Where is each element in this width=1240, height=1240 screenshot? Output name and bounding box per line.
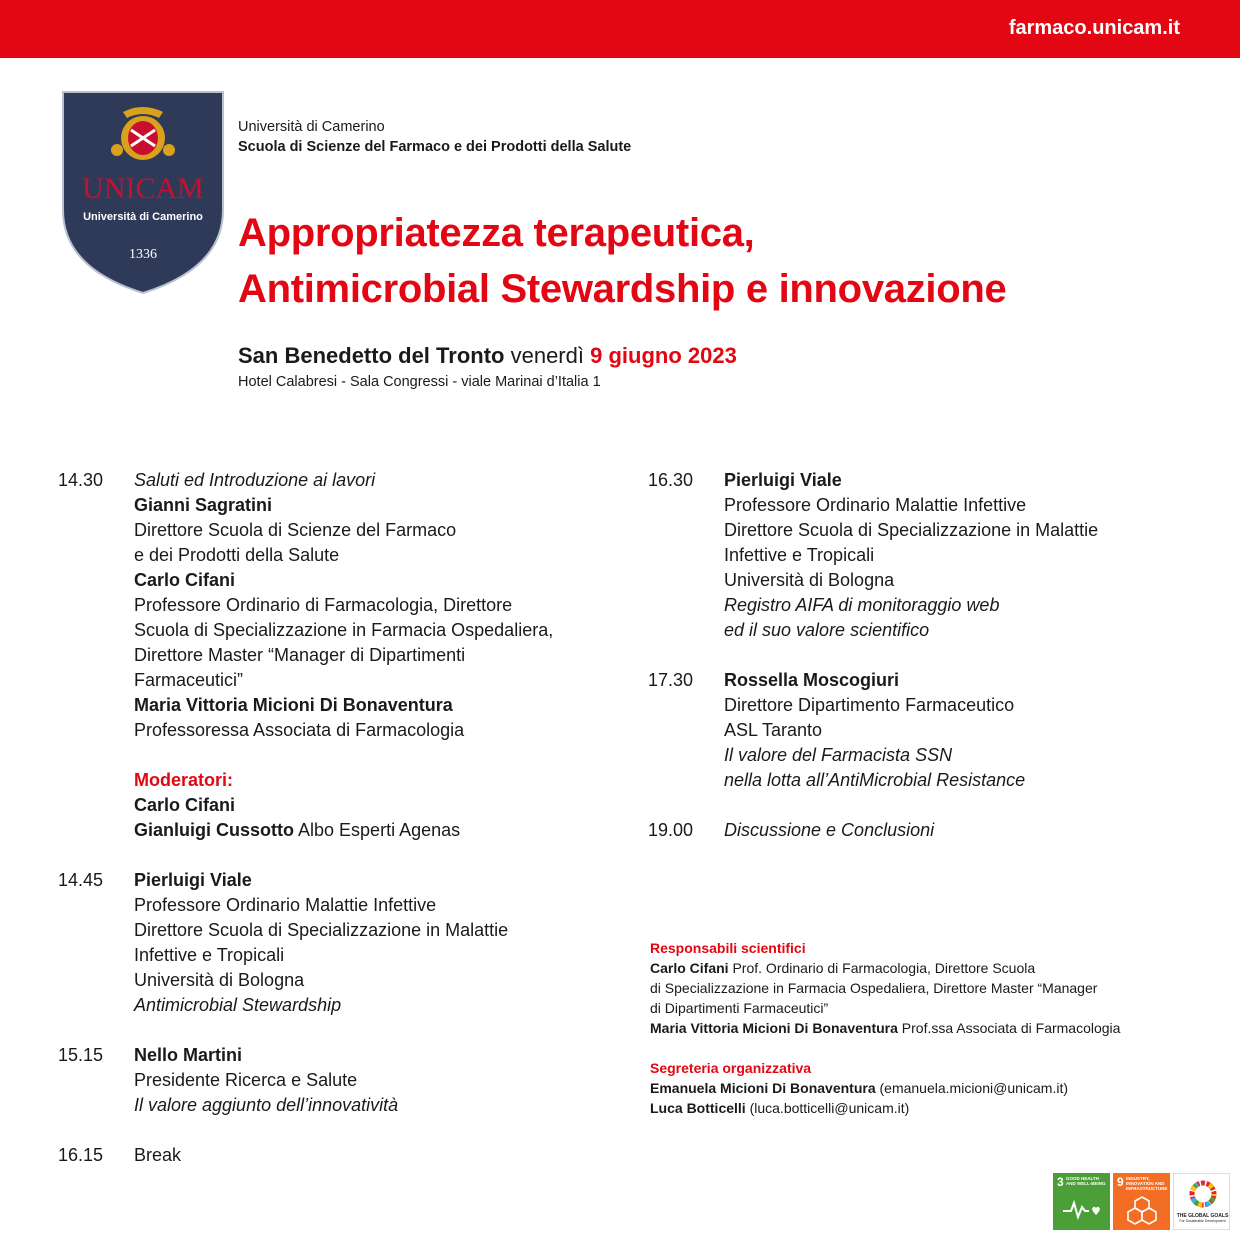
venue-line (238, 341, 737, 371)
speaker-role: Università di Bologna (724, 570, 895, 590)
speaker-role: Direttore Scuola di Scienze del Farmaco (134, 520, 457, 540)
venue-day: venerdì (510, 343, 584, 368)
slot-time: 19.00 (648, 820, 694, 840)
global-goals-label (1176, 1214, 1229, 1224)
moderator-name: Carlo Cifani (134, 795, 236, 815)
logo-subtitle: Università di Camerino (83, 211, 203, 223)
program-slot (58, 1143, 618, 1168)
speaker-role: Professore Ordinario Malattie Infettive (724, 495, 1027, 515)
sdg-number: 3 (1057, 1175, 1064, 1189)
speaker-role: Direttore Master “Manager di Dipartimenti (134, 645, 466, 665)
scientific-role: di Specializzazione in Farmacia Ospedaliera, Direttore Master “Manager (650, 980, 1098, 996)
organizer-email[interactable]: (emanuela.micioni@unicam.it) (879, 1080, 1069, 1096)
slot-topic: Antimicrobial Stewardship (134, 995, 342, 1015)
venue-city: San Benedetto del Tronto (238, 343, 505, 368)
slot-topic: nella lotta all’AntiMicrobial Resistance (724, 770, 1026, 790)
program-slot (58, 1043, 618, 1118)
speaker-name: Carlo Cifani (134, 570, 236, 590)
speaker-role: Università di Bologna (134, 970, 305, 990)
speaker-role: Professore Ordinario di Farmacologia, Direttore (134, 595, 513, 615)
sdg-label: INDUSTRY, INNOVATION AND INFRASTRUCTURE (1126, 1176, 1168, 1191)
speaker-role: Direttore Dipartimento Farmaceutico (724, 695, 1015, 715)
logo-year: 1336 (129, 247, 157, 262)
slot-topic: Il valore aggiunto dell’innovatività (134, 1095, 399, 1115)
scientific-name: Carlo Cifani (650, 960, 729, 976)
slot-time: 14.30 (58, 470, 104, 490)
scientific-role: Prof.ssa Associata di Farmacologia (901, 1020, 1121, 1036)
university-name: Università di Camerino (238, 119, 385, 135)
title-line-2: Antimicrobial Stewardship e innovazione (238, 267, 1007, 311)
speaker-role: Farmaceutici” (134, 670, 244, 690)
event-title (238, 205, 1006, 317)
sdg-9-badge (1113, 1173, 1170, 1230)
sdg-3-badge (1053, 1173, 1110, 1230)
scientific-heading: Responsabili scientifici (650, 940, 806, 956)
slot-topic: Saluti ed Introduzione ai lavori (134, 470, 376, 490)
program-slot (648, 468, 1208, 643)
speaker-role: Scuola di Specializzazione in Farmacia Ospedaliera, (134, 620, 554, 640)
slot-time: 17.30 (648, 670, 694, 690)
speaker-name: Nello Martini (134, 1045, 243, 1065)
sdg-number: 9 (1117, 1175, 1124, 1189)
venue-address: Hotel Calabresi - Sala Congressi - viale Marinai d’Italia 1 (238, 374, 601, 390)
credits (650, 938, 1210, 1118)
speaker-name: Rossella Moscogiuri (724, 670, 900, 690)
slot-topic: Registro AIFA di monitoraggio web (724, 595, 1000, 615)
organizer-name: Emanuela Micioni Di Bonaventura (650, 1080, 876, 1096)
scientific-name: Maria Vittoria Micioni Di Bonaventura (650, 1020, 898, 1036)
organizer-email[interactable]: (luca.botticelli@unicam.it) (749, 1100, 910, 1116)
school-name: Scuola di Scienze del Farmaco e dei Prodotti della Salute (238, 139, 632, 155)
program-slot (58, 468, 618, 743)
heartbeat-icon (1063, 1199, 1101, 1221)
program-right (648, 468, 1208, 843)
speaker-name: Pierluigi Viale (724, 470, 842, 490)
program-slot (648, 818, 1208, 843)
program-left (58, 468, 618, 1168)
slot-time: 15.15 (58, 1045, 104, 1065)
slot-time: 14.45 (58, 870, 104, 890)
speaker-role: Infettive e Tropicali (724, 545, 875, 565)
organizing-heading: Segreteria organizzativa (650, 1060, 812, 1076)
moderator-name: Gianluigi Cussotto (134, 820, 294, 840)
speaker-role: Direttore Scuola di Specializzazione in Malattie (134, 920, 509, 940)
title-line-1: Appropriatezza terapeutica, (238, 211, 755, 255)
global-goals-badge (1173, 1173, 1230, 1230)
slot-topic: Discussione e Conclusioni (724, 820, 935, 840)
global-goals-title: THE GLOBAL GOALS (1176, 1213, 1229, 1219)
site-link[interactable]: farmaco.unicam.it (1008, 17, 1180, 39)
top-bar (0, 0, 1240, 58)
unicam-logo (61, 90, 225, 295)
slot-topic: ed il suo valore scientifico (724, 620, 930, 640)
global-goals-wheel-icon (1189, 1180, 1217, 1208)
program-slot (648, 668, 1208, 793)
speaker-role: Professoressa Associata di Farmacologia (134, 720, 465, 740)
speaker-role: ASL Taranto (724, 720, 823, 740)
speaker-role: e dei Prodotti della Salute (134, 545, 340, 565)
speaker-role: Professore Ordinario Malattie Infettive (134, 895, 437, 915)
scientific-role: di Dipartimenti Farmaceutici” (650, 1000, 829, 1016)
slot-topic: Il valore del Farmacista SSN (724, 745, 953, 765)
scientific-role: Prof. Ordinario di Farmacologia, Direttore Scuola (732, 960, 1036, 976)
speaker-name: Gianni Sagratini (134, 495, 273, 515)
logo-wordmark: UNICAM (82, 172, 204, 205)
organizer-name: Luca Botticelli (650, 1100, 746, 1116)
speaker-name: Pierluigi Viale (134, 870, 252, 890)
slot-time: 16.15 (58, 1145, 104, 1165)
speaker-role: Direttore Scuola di Specializzazione in Malattie (724, 520, 1099, 540)
speaker-name: Maria Vittoria Micioni Di Bonaventura (134, 695, 453, 715)
moderator-role: Albo Esperti Agenas (298, 820, 461, 840)
global-goals-subtitle: For Sustainable Development (1179, 1219, 1226, 1223)
sdg-label: GOOD HEALTH AND WELL-BEING (1066, 1176, 1106, 1186)
slot-topic: Break (134, 1145, 182, 1165)
program-slot (58, 868, 618, 1018)
slot-time: 16.30 (648, 470, 694, 490)
speaker-role: Infettive e Tropicali (134, 945, 285, 965)
venue-date: 9 giugno 2023 (590, 343, 737, 368)
moderators-block (58, 768, 618, 843)
organizer (238, 117, 631, 157)
cubes-icon (1127, 1195, 1157, 1225)
moderators-heading: Moderatori: (134, 770, 233, 790)
speaker-role: Presidente Ricerca e Salute (134, 1070, 358, 1090)
